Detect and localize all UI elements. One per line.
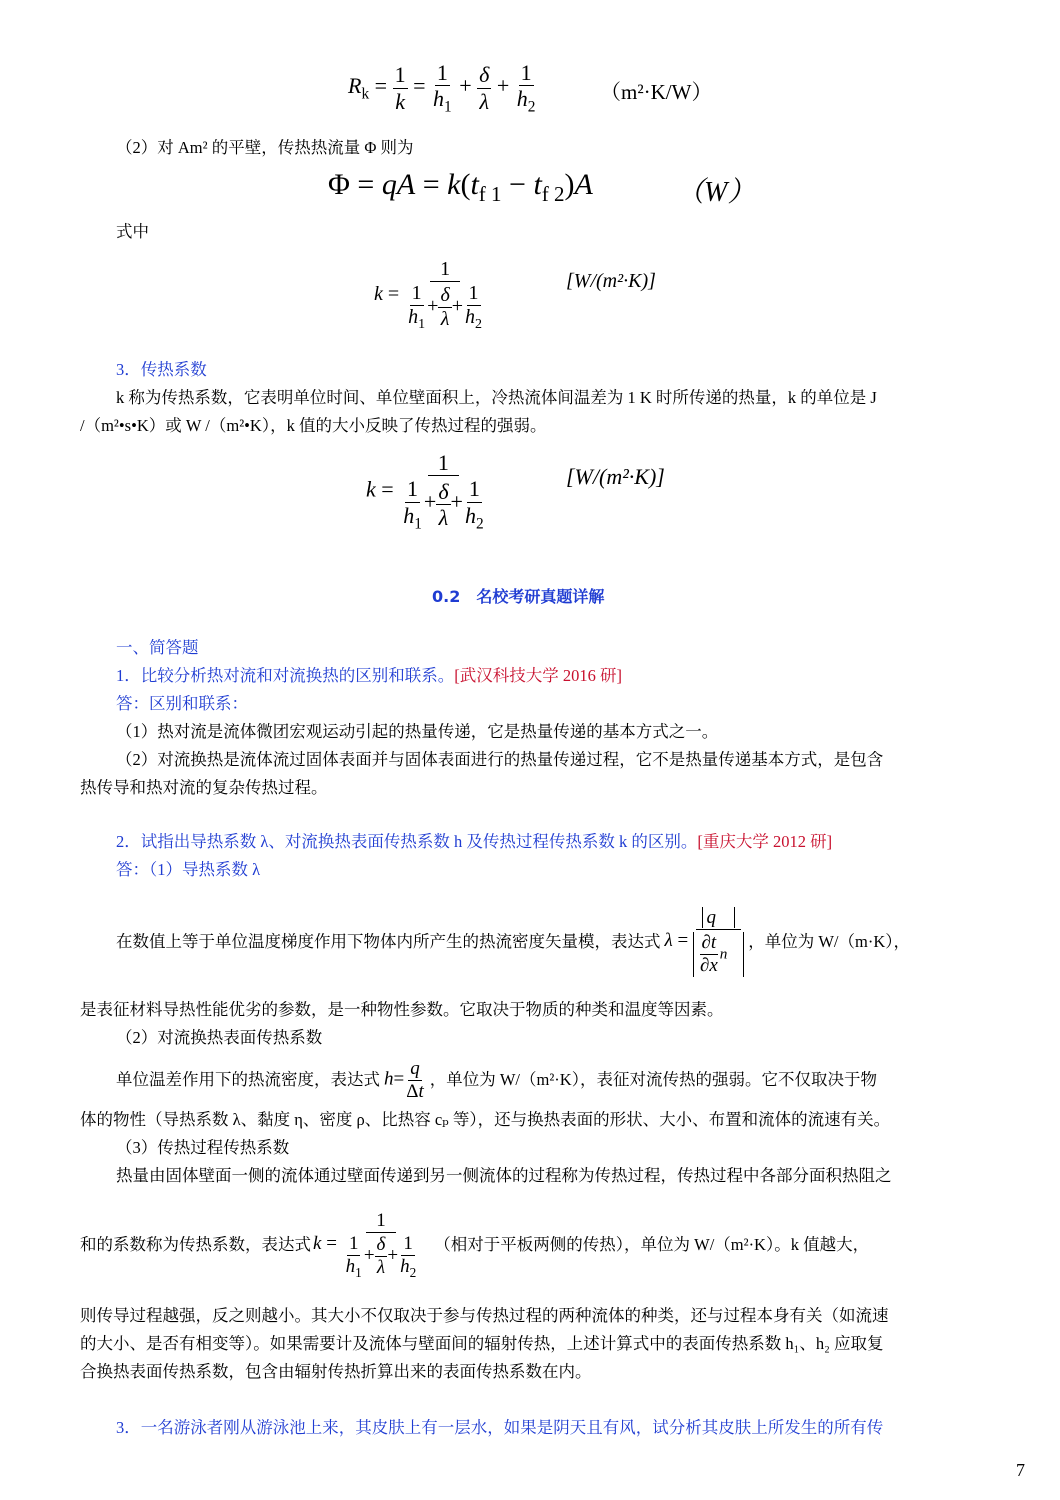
- answer-2-lambda-line: [116, 900, 910, 984]
- answer-2-k-p3: 则传导过程越强，反之则越小。其大小不仅取决于参与传热过程的两种流体的种类，还与过程本身有关（如流速: [80, 1306, 889, 1325]
- answer-2-k-p5: 合换热表面传热系数，包含由辐射传热折算出来的表面传热系数在内。: [80, 1362, 592, 1381]
- line-plane-wall: （2）对 Am² 的平壁，传热热流量 Φ 则为: [116, 138, 414, 157]
- formula-phi-unit: （W）: [676, 177, 756, 208]
- formula-k-1: k = 1 $\frac{1}{h_1}$ + $\frac{\delta}{\lambda}$ + $\frac{1}{h_2}$: [374, 258, 483, 332]
- answer-2-lambda-p2: 是表征材料导热性能优劣的参数，是一种物性参数。它取决于物质的种类和温度等因素。: [80, 1000, 724, 1019]
- formula-k-1-unit: [W/(m²·K)]: [566, 270, 656, 292]
- answer-2-k-p4: 的大小、是否有相变等）。如果需要计及流体与壁面间的辐射传热，上述计算式中的表面传热系数 h₁、h₂ 应取复: [80, 1334, 884, 1353]
- question-1-source: [武汉科技大学 2016 研]: [454, 666, 622, 685]
- answer-2-k-title: （3）传热过程传热系数: [116, 1138, 290, 1157]
- answer-2-k-unit: （相对于平板两侧的传热），单位为 W/（m²·K）。k 值越大，: [434, 1235, 870, 1254]
- section3-title: 3．传热系数: [116, 360, 207, 379]
- question-2-text: 2．试指出导热系数 λ、对流换热表面传热系数 h 及传热过程传热系数 k 的区别。: [116, 832, 698, 851]
- answer-2-k-line: [80, 1200, 869, 1290]
- answer-2-h-line: [116, 1056, 877, 1104]
- section-heading-0-2: 0.2 名校考研真题详解: [432, 587, 605, 606]
- formula-k-2-unit: [W/(m²·K)]: [566, 464, 665, 489]
- formula-h: h= $\frac{q}{\Delta t}$: [384, 1057, 424, 1102]
- formula-rk: $R_k$ = $\frac{1}{k}$ = $\frac{1}{h_1}$ + $\frac{\delta}{\lambda}$ + $\frac{1}{h_2}$: [348, 60, 536, 116]
- answer-1-p1: （1）热对流是流体微团宏观运动引起的热量传递，它是热量传递的基本方式之一。: [116, 722, 719, 741]
- question-3: 3．一名游泳者刚从游泳池上来，其皮肤上有一层水，如果是阴天且有风，试分析其皮肤上所发生的所有传: [116, 1418, 884, 1437]
- page-number: 7: [1016, 1460, 1025, 1480]
- answer-1-p2a: （2）对流换热是流体流过固体表面并与固体表面进行的热量传递过程，它不是热量传递基本方式，是包含: [116, 750, 884, 769]
- formula-rk-unit: （m²·K/W）: [600, 80, 713, 104]
- question-1: [116, 666, 622, 686]
- question-2-source: [重庆大学 2012 研]: [697, 832, 833, 851]
- section3-p1: k 称为传热系数，它表明单位时间、单位壁面积上，冷热流体间温差为 1 K 时所传递的热量，k 的单位是 J: [116, 388, 877, 407]
- answer-1-intro: 答：区别和联系：: [116, 694, 248, 713]
- label-shizhong: 式中: [116, 222, 149, 241]
- answer-2-lambda-unit: ，单位为 W/（m·K），: [748, 932, 910, 951]
- answer-2-lambda-text: 在数值上等于单位温度梯度作用下物体内所产生的热流密度矢量模，表达式: [116, 932, 661, 951]
- formula-k-2: k = 1 $\frac{1}{h_1}$ + $\frac{\delta}{\lambda}$ + $\frac{1}{h_2}$: [366, 450, 484, 532]
- question-2: [116, 832, 832, 852]
- section3-p2: /（m²•s•K）或 W /（m²•K），k 值的大小反映了传热过程的强弱。: [80, 416, 547, 435]
- part1-title: 一、简答题: [116, 638, 199, 657]
- answer-2-h-p2: 体的物性（导热系数 λ、黏度 η、密度 ρ、比热容 cₚ 等），还与换热表面的形状、大小、布置和流体的流速有关。: [80, 1110, 891, 1129]
- question-1-text: 1．比较分析热对流和对流换热的区别和联系。: [116, 666, 455, 685]
- formula-lambda: λ = q⃗ $\frac{\partial t}{\partial x}$ n⃗: [665, 907, 745, 977]
- answer-2-h-unit: ，单位为 W/（m²·K），表征对流传热的强弱。它不仅取决于物: [429, 1070, 877, 1089]
- answer-1-p2b: 热传导和热对流的复杂传热过程。: [80, 778, 328, 797]
- formula-phi: Φ = qA = $k(t_{f 1} - t_{f 2})A$: [328, 168, 593, 206]
- answer-2-k-text: 和的系数称为传热系数，表达式: [80, 1235, 311, 1254]
- answer-2-k-p1: 热量由固体壁面一侧的流体通过壁面传递到另一侧流体的过程称为传热过程，传热过程中各部分面积热阻之: [116, 1166, 892, 1185]
- answer-2-h-title: （2）对流换热表面传热系数: [116, 1028, 323, 1047]
- formula-k-3: k = 1 $\frac{1}{h_1}$ + $\frac{\delta}{\lambda}$ + $\frac{1}{h_2}$: [313, 1210, 417, 1280]
- answer-2-intro: 答：（1）导热系数 λ: [116, 860, 261, 879]
- answer-2-h-text: 单位温差作用下的热流密度，表达式: [116, 1070, 380, 1089]
